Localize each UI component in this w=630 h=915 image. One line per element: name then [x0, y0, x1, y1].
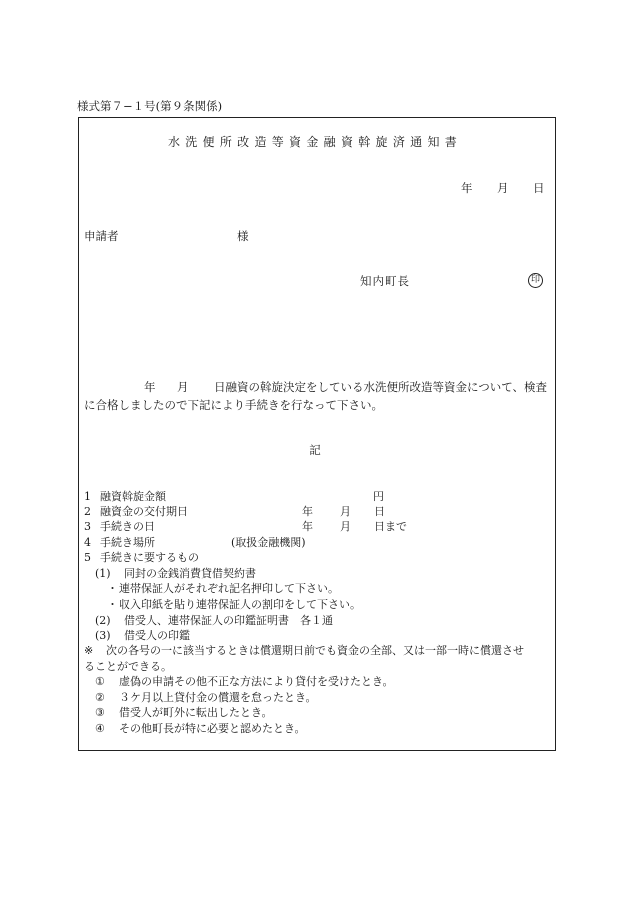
- item-number: 2: [84, 505, 91, 518]
- body-line-2: に合格しましたので下記により手続きを行なって下さい。: [84, 398, 383, 412]
- date-year: 年: [461, 181, 473, 195]
- requirement-text: 借受人、連帯保証人の印鑑証明書 各１通: [124, 614, 333, 627]
- condition-number: ④: [95, 722, 105, 735]
- condition-number: ③: [95, 706, 105, 719]
- item-label: 融資斡旋金額: [100, 490, 166, 503]
- item-label: 融資金の交付期日: [100, 505, 188, 518]
- item-number: 3: [84, 520, 91, 533]
- item-month: 月: [340, 520, 351, 533]
- requirement-number: (2): [95, 614, 111, 627]
- condition-text: 借受人が町外に転出したとき。: [119, 706, 273, 719]
- form-number: 様式第７−１号(第９条関係): [77, 99, 223, 113]
- requirement-number: (3): [95, 629, 111, 642]
- condition-number: ①: [95, 675, 105, 688]
- applicant-honorific: 様: [237, 229, 249, 243]
- item-note: (取扱金融機関): [231, 536, 306, 549]
- note-mark: ※: [84, 644, 94, 657]
- item-number: 4: [84, 536, 91, 549]
- requirement-text: 連帯保証人がそれぞれ記名押印して下さい。: [119, 582, 339, 595]
- condition-number: ②: [95, 691, 105, 704]
- item-label: 手続きに要するもの: [100, 551, 199, 564]
- requirement-bullet: ・: [107, 598, 118, 611]
- condition-text: 虚偽の申請その他不正な方法により貸付を受けたとき。: [119, 675, 394, 688]
- item-month: 月: [340, 505, 351, 518]
- requirement-bullet: ・: [107, 582, 118, 595]
- body-line-1: 日融資の斡旋決定をしている水洗便所改造等資金について、検査: [214, 380, 548, 394]
- issuer-title: 知内町長: [360, 274, 410, 288]
- seal-mark: 印: [528, 273, 543, 288]
- requirement-text: 借受人の印鑑: [124, 629, 190, 642]
- item-year: 年: [302, 520, 313, 533]
- body-year: 年: [144, 380, 156, 394]
- applicant-label: 申請者: [84, 229, 119, 243]
- ki-heading: 記: [309, 443, 321, 457]
- requirement-text: 同封の金銭消費貸借契約書: [124, 567, 256, 580]
- item-label: 手続きの日: [100, 520, 155, 533]
- item-number: 1: [84, 490, 91, 503]
- item-year: 年: [302, 505, 313, 518]
- item-day: 日まで: [374, 520, 407, 533]
- condition-text: ３ケ月以上貸付金の償還を怠ったとき。: [119, 691, 317, 704]
- condition-text: その他町長が特に必要と認めたとき。: [119, 722, 306, 735]
- note-line-2: ることができる。: [84, 660, 172, 673]
- item-number: 5: [84, 551, 91, 564]
- item-day: 日: [374, 505, 385, 518]
- note-line-1: 次の各号の一に該当するときは償還期日前でも資金の全部、又は一部一時に償還させ: [106, 644, 524, 657]
- body-month: 月: [177, 380, 189, 394]
- date-month: 月: [497, 181, 509, 195]
- item-yen: 円: [373, 490, 384, 503]
- requirement-number: (1): [95, 567, 111, 580]
- requirement-text: 収入印紙を貼り連帯保証人の割印をして下さい。: [119, 598, 361, 611]
- item-label: 手続き場所: [100, 536, 155, 549]
- date-day: 日: [533, 181, 545, 195]
- document-title: 水洗便所改造等資金融資斡旋済通知書: [167, 135, 463, 149]
